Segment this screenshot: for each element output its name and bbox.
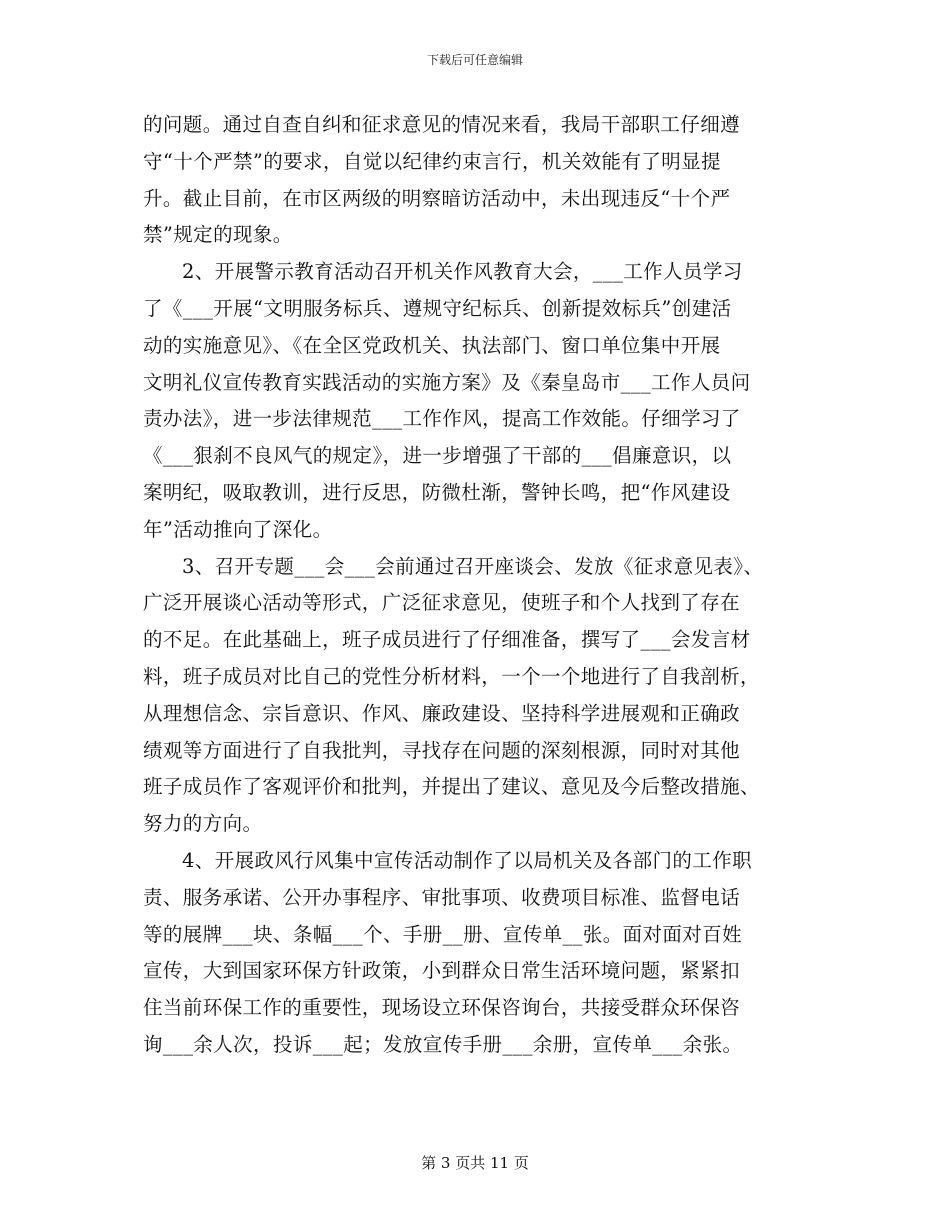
text-line: 努力的方向。 [143, 812, 263, 836]
text-line: 绩观等方面进行了自我批判，寻找存在问题的深刻根源，同时对其他 [143, 738, 741, 762]
text-line: 的问题。通过自查自纠和征求意见的情况来看，我局干部职工仔细遵 [143, 113, 741, 136]
page-header: 下载后可任意编辑 [426, 53, 523, 67]
text-line: 升。截止目前，在市区两级的明察暗访活动中，未出现违反“十个严 [143, 186, 731, 210]
text-line: 动的实施意见》、《在全区党政机关、执法部门、窗口单位集中开展 [143, 333, 721, 357]
text-line: 责、服务承诺、公开办事程序、审批事项、收费项目标准、监督电话 [143, 885, 741, 909]
page-footer: 第 3 页共 11 页 [421, 1154, 529, 1172]
body-text [143, 107, 809, 1064]
text-line: 文明礼仪宣传教育实践活动的实施方案》及《秦皇岛市___工作人员问 [143, 370, 751, 394]
text-line: 料，班子成员对比自己的党性分析材料，一个一个地进行了自我剖析， [143, 664, 760, 688]
text-line: 住当前环保工作的重要性，现场设立环保咨询台，共接受群众环保咨 [143, 996, 741, 1020]
text-line: 的不足。在此基础上，班子成员进行了仔细准备，撰写了___会发言材 [143, 628, 751, 652]
text-line: 责办法》，进一步法律规范___工作作风，提高工作效能。仔细学习了 [143, 407, 741, 431]
text-line: 《___狠刹不良风气的规定》，进一步增强了干部的___倡廉意识，以 [143, 444, 732, 468]
text-line: 禁”规定的现象。 [143, 223, 293, 247]
text-line: 年”活动推向了深化。 [143, 517, 333, 541]
text-line: 宣传，大到国家环保方针政策，小到群众日常生活环境问题，紧紧扣 [143, 959, 741, 983]
text-line: 案明纪，吸取教训，进行反思，防微杜渐，警钟长鸣，把“作风建设 [143, 480, 731, 504]
paragraph-start-line: 3、召开专题___会___会前通过召开座谈会、发放《征求意见表》、 [182, 554, 764, 578]
text-line: 等的展牌___块、条幅___个、手册__册、宣传单__张。面对面对百姓 [143, 922, 743, 946]
paragraph-start-line: 2、开展警示教育活动召开机关作风教育大会，___工作人员学习 [182, 260, 743, 284]
text-line: 广泛开展谈心活动等形式，广泛征求意见，使班子和个人找到了存在 [143, 591, 741, 615]
text-line: 班子成员作了客观评价和批判，并提出了建议、意见及今后整改措施、 [143, 775, 760, 799]
text-line: 询___余人次，投诉___起；发放宣传手册___余册，宣传单___余张。 [143, 1032, 743, 1056]
text-line: 从理想信念、宗旨意识、作风、廉政建设、坚持科学进展观和正确政 [143, 701, 741, 725]
paragraph-start-line: 4、开展政风行风集中宣传活动制作了以局机关及各部门的工作职 [182, 848, 753, 872]
text-line: 了《___开展“文明服务标兵、遵规守纪标兵、创新提效标兵”创建活 [143, 296, 732, 320]
text-line: 守“十个严禁”的要求，自觉以纪律约束言行，机关效能有了明显提 [143, 149, 721, 173]
